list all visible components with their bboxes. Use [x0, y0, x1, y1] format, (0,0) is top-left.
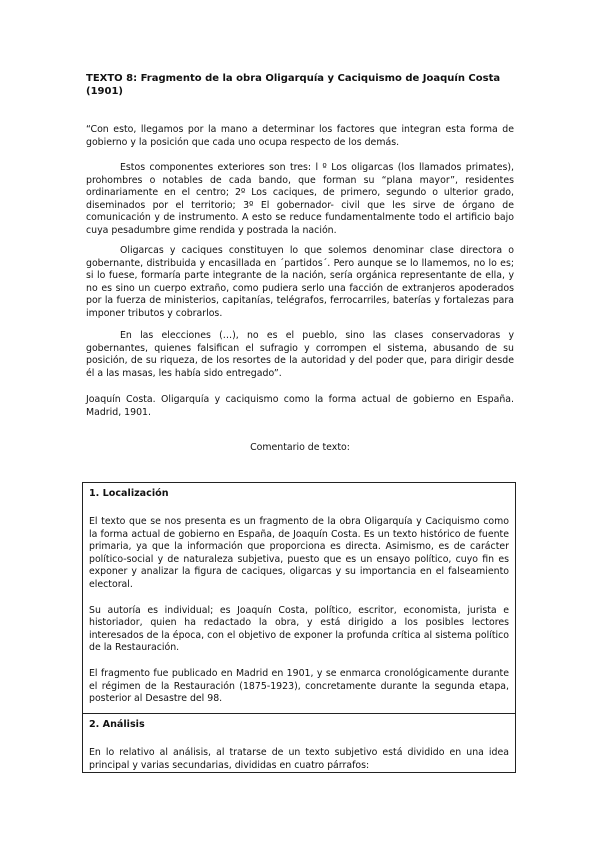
section-2-paragraph-1: En lo relativo al análisis, al tratarse de un texto subjetivo está dividido en una idea principal y varias secundarias, divididas en cuatro párrafos:	[89, 747, 509, 771]
commentary-heading: Comentario de texto:	[250, 442, 350, 453]
quote-paragraph-3: Oligarcas y caciques constituyen lo que solemos denominar clase directora o gobernante, distribuida y encasillada en ´partidos´. Pero aunque se lo llamemos, no lo es; si lo fuese, formaría parte integrante de la nación, sería orgánica representante de ella, y no es sino un cuerpo extraño, como pudiera serlo una facción de extranjeros apoderados por la fuerza de ministerios, capitanías, telégrafos, ferrocarriles, baterías y fortalezas para imponer tributos y cobrarlos.	[86, 245, 514, 319]
quote-paragraph-4: En las elecciones (…), no es el pueblo, sino las clases conservadoras y gobernantes, quienes falsifican el sufragio y corrompen el sistema, abusando de su posición, de su riqueza, de los resortes de la autoridad y del poder que, para dirigir desde él a las masas, les había sido entregado”.	[86, 330, 514, 379]
quote-paragraph-2: Estos componentes exteriores son tres: l º Los oligarcas (los llamados primates), prohombres o notables de cada bando, que forman su “plana mayor”, residentes ordinariamente en el centro; 2º Los caciques, de primero, segundo o ulterior grado, diseminados por el territorio; 3º El gobernador- civil que les sirve de órgano de comunicación y de instrumento. A esto se reduce fundamentalmente todo el artificio bajo cuya pesadumbre gime rendida y postrada la nación.	[86, 162, 514, 236]
source-citation: Joaquín Costa. Oligarquía y caciquismo como la forma actual de gobierno en España. Madrid, 1901.	[86, 394, 514, 418]
document-title: TEXTO 8: Fragmento de la obra Oligarquía y Caciquismo de Joaquín Costa (1901)	[86, 73, 501, 97]
section-1-paragraph-3: El fragmento fue publicado en Madrid en 1901, y se enmarca cronológicamente durante el régimen de la Restauración (1875-1923), concretamente durante la segunda etapa, posterior al Desastre del 98.	[89, 667, 509, 705]
section-analisis	[82, 713, 516, 773]
section-1-paragraph-2: Su autoría es individual; es Joaquín Costa, político, escritor, economista, jurista e historiador, quien ha redactado la obra, y está dirigido a los posibles lectores interesados de la época, con el objetivo de exponer la profunda crítica al sistema político de la Restauración.	[89, 604, 509, 654]
section-localizacion	[82, 482, 516, 714]
section-1-heading: 1. Localización	[89, 488, 169, 499]
section-1-paragraph-1: El texto que se nos presenta es un fragmento de la obra Oligarquía y Caciquismo como la forma actual de gobierno en España, de Joaquín Costa. Es un texto histórico de fuente primaria, ya que la información que proporciona es directa. Asimismo, es de carácter político-social y de naturaleza subjetiva, puesto que es un ensayo político, cuyo fin es exponer y analizar la figura de caciques, oligarcas y su importancia en el falseamiento electoral.	[89, 516, 509, 590]
quote-paragraph-1: “Con esto, llegamos por la mano a determinar los factores que integran esta forma de gobierno y la posición que cada uno ocupa respecto de los demás.	[86, 124, 514, 148]
section-2-heading: 2. Análisis	[89, 719, 145, 730]
